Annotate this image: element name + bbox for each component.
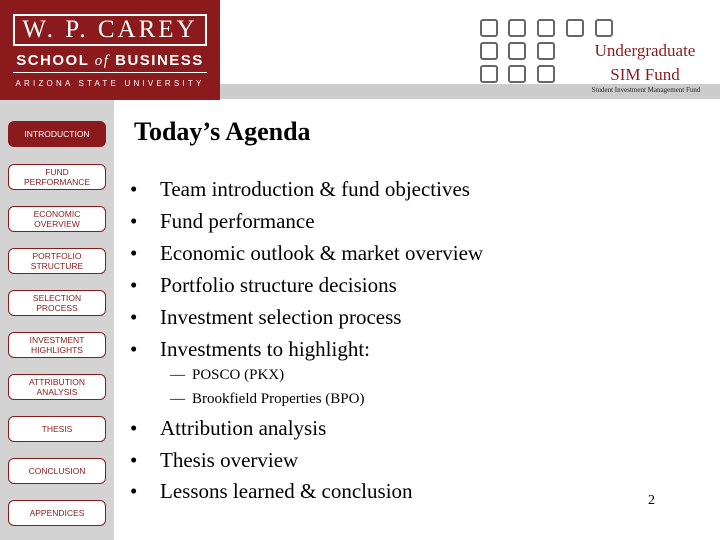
nav-attribution-analysis[interactable]	[8, 374, 106, 400]
nav-label: INVESTMENT HIGHLIGHTS	[29, 335, 85, 355]
nav-economic-overview[interactable]	[8, 206, 106, 232]
agenda-item	[130, 177, 470, 202]
bullet-icon: •	[130, 416, 138, 440]
logo-school-suffix: BUSINESS	[109, 52, 204, 69]
sub-item	[170, 367, 284, 384]
nav-label: CONCLUSION	[28, 466, 86, 476]
agenda-item-text: Investment selection process	[160, 305, 402, 329]
wp-carey-logo[interactable]	[0, 0, 220, 100]
sub-item-text: POSCO (PKX)	[192, 367, 285, 383]
agenda-item	[130, 209, 315, 234]
nav-portfolio-structure[interactable]	[8, 248, 106, 274]
nav-label: ECONOMIC OVERVIEW	[33, 209, 81, 229]
agenda-item	[130, 448, 298, 473]
brand-line-1: Undergraduate	[594, 41, 696, 60]
nav-selection-process[interactable]	[8, 290, 106, 316]
square-icon	[595, 19, 613, 37]
square-icon	[537, 19, 555, 37]
nav-label: PORTFOLIO STRUCTURE	[30, 251, 84, 271]
logo-divider	[13, 72, 207, 73]
brand-subtitle: Student Investment Management Fund	[591, 86, 701, 94]
agenda-item	[130, 416, 326, 441]
agenda-item	[130, 273, 397, 298]
square-icon	[480, 42, 498, 60]
nav-label: APPENDICES	[29, 508, 85, 518]
sub-item	[170, 391, 364, 408]
nav-fund-performance[interactable]	[8, 164, 106, 190]
agenda-item-text: Attribution analysis	[160, 416, 327, 440]
bullet-icon: •	[130, 273, 138, 297]
agenda-item-text: Economic outlook & market overview	[160, 241, 484, 265]
dash-icon: —	[170, 391, 185, 407]
logo-school-prefix: SCHOOL	[16, 52, 95, 69]
square-icon	[480, 19, 498, 37]
logo-title: W. P. CAREY	[13, 14, 207, 46]
fund-brand	[568, 39, 720, 87]
nav-label: FUND PERFORMANCE	[23, 167, 91, 187]
bullet-icon: •	[130, 241, 138, 265]
agenda-item	[130, 479, 413, 504]
nav-investment-highlights[interactable]	[8, 332, 106, 358]
agenda-item	[130, 305, 401, 330]
nav-thesis[interactable]	[8, 416, 106, 442]
logo-university: ARIZONA STATE UNIVERSITY	[15, 79, 205, 88]
nav-label: THESIS	[41, 424, 73, 434]
agenda-item	[130, 337, 370, 362]
agenda-item-text: Lessons learned & conclusion	[160, 479, 413, 503]
logo-school	[13, 52, 207, 70]
nav-appendices[interactable]	[8, 500, 106, 526]
sub-item-text: Brookfield Properties (BPO)	[192, 391, 365, 407]
bullet-icon: •	[130, 448, 138, 472]
square-icon	[537, 65, 555, 83]
bullet-icon: •	[130, 177, 138, 201]
agenda-item-text: Team introduction & fund objectives	[160, 177, 470, 201]
square-icon	[508, 65, 526, 83]
brand-line-2: SIM Fund	[610, 65, 680, 84]
dash-icon: —	[170, 367, 185, 383]
agenda-item-text: Portfolio structure decisions	[160, 273, 397, 297]
square-icon	[566, 19, 584, 37]
nav-conclusion[interactable]	[8, 458, 106, 484]
slide-title: Today’s Agenda	[134, 117, 311, 146]
square-icon	[508, 42, 526, 60]
bullet-icon: •	[130, 305, 138, 329]
bullet-icon: •	[130, 479, 138, 503]
square-icon	[508, 19, 526, 37]
page-number: 2	[648, 493, 655, 508]
agenda-item-text: Investments to highlight:	[160, 337, 370, 361]
bullet-icon: •	[130, 209, 138, 233]
nav-label: INTRODUCTION	[24, 129, 90, 139]
logo-school-of: of	[94, 53, 110, 69]
agenda-item-text: Fund performance	[160, 209, 315, 233]
square-icon	[480, 65, 498, 83]
nav-introduction[interactable]	[8, 121, 106, 147]
nav-label: ATTRIBUTION ANALYSIS	[28, 377, 86, 397]
nav-label: SELECTION PROCESS	[32, 293, 82, 313]
agenda-item	[130, 241, 483, 266]
agenda-item-text: Thesis overview	[160, 448, 299, 472]
bullet-icon: •	[130, 337, 138, 361]
square-icon	[537, 42, 555, 60]
